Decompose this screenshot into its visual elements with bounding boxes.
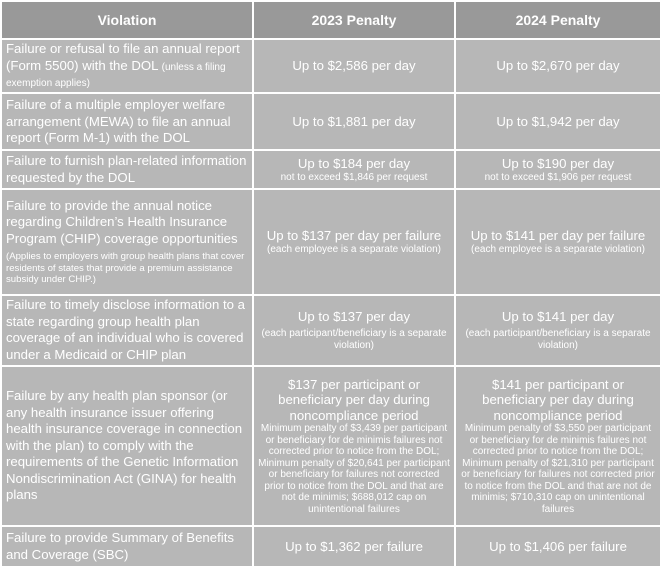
violation-cell [1,526,253,567]
penalty-2023-cell [253,189,455,295]
penalty-2023-text: Up to $137 per day per failure [266,227,442,243]
penalty-2023-cell [253,295,455,366]
penalty-2024-cell [455,526,660,567]
penalty-2023-text: Up to $1,362 per failure [285,538,423,554]
penalty-2023-text: $137 per participant or beneficiary per day during noncompliance period [278,376,430,423]
penalty-2024-note: Minimum penalty of $3,550 per participant or beneficiary for de minimis failures not corrected prior to notice from the DOL; Minimum penalty of $21,310 per participant or beneficiary for failures not corrected prior to notice from the DOL and that are not de minimis; $710,310 cap on unintentional failures [461,423,655,515]
violation-note: (unless a filing exemption applies) [6,61,226,90]
penalty-2023-text: Up to $2,586 per day [292,58,416,74]
penalty-2024-text: Up to $190 per day [501,155,615,171]
penalty-2024-cell [455,366,660,527]
violation-text: Failure to provide the annual notice regarding Children’s Health Insurance Program (CHIP) coverage opportunities [6,197,238,246]
violation-cell [1,93,253,150]
penalty-2024-cell [455,93,660,150]
penalty-2023-cell [253,366,455,527]
penalty-2023-text: Up to $184 per day [297,155,411,171]
violation-cell [1,39,253,93]
table-row [1,366,660,527]
penalty-2024-text: Up to $141 per day per failure [470,227,646,243]
penalty-2024-cell [455,295,660,366]
penalty-2023-text: Up to $137 per day [297,309,411,325]
penalty-2023-text: Up to $1,881 per day [292,113,416,129]
header-2024-penalty: 2024 Penalty [455,1,660,39]
penalty-2024-note: (each employee is a separate violation) [471,243,645,255]
table-row [1,526,660,567]
penalty-2023-note: (each employee is a separate violation) [267,243,441,255]
penalty-2023-cell [253,39,455,93]
penalty-2024-cell [455,189,660,295]
penalty-2024-text: Up to $1,942 per day [496,113,620,129]
table-row [1,150,660,189]
table-row [1,295,660,366]
penalty-2023-note: not to exceed $1,846 per request [280,171,428,183]
table-row [1,39,660,93]
violation-cell [1,150,253,189]
penalty-2023-note: (each participant/beneficiary is a separate violation) [261,328,447,351]
penalty-2023-cell [253,150,455,189]
violation-text: Failure to furnish plan-related information requested by the DOL [6,153,247,185]
penalty-2024-note: not to exceed $1,906 per request [484,171,632,183]
violation-text: Failure or refusal to file an annual report (Form 5500) with the DOL [6,41,240,73]
penalty-2024-cell [455,39,660,93]
violation-cell [1,189,253,295]
violation-text: Failure to timely disclose information to a state regarding group health plan coverage of an individual who is covered under a Medicaid or CHIP plan [6,297,245,362]
table-row [1,93,660,150]
violation-cell [1,295,253,366]
penalty-2024-text: Up to $2,670 per day [496,58,620,74]
violation-text: Failure of a multiple employer welfare arrangement (MEWA) to file an annual report (Form M-1) with the DOL [6,97,231,146]
header-violation: Violation [1,1,253,39]
penalty-2023-cell [253,526,455,567]
violation-text: Failure to provide Summary of Benefits and Coverage (SBC) [6,530,234,562]
penalty-2024-cell [455,150,660,189]
header-2023-penalty: 2023 Penalty [253,1,455,39]
penalty-2024-text: Up to $1,406 per failure [489,538,627,554]
penalty-2024-text: $141 per participant or beneficiary per day during noncompliance period [482,376,634,423]
table-row [1,189,660,295]
penalty-2024-note: (each participant/beneficiary is a separate violation) [465,328,651,351]
violation-cell [1,366,253,527]
penalty-2023-cell [253,93,455,150]
header-row [1,1,660,39]
penalty-2023-note: Minimum penalty of $3,439 per participant or beneficiary for de minimis failures not corrected prior to notice from the DOL; Minimum penalty of $20,641 per participant or beneficiary for failures not corrected prior to notice from the DOL and that are not de minimis; $688,012 cap on unintentional failures [258,423,450,515]
violation-note: (Applies to employers with group health plans that cover residents of states that provide a premium assistance subsidy under CHIP.) [6,251,245,286]
violation-text: Failure by any health plan sponsor (or any health insurance issuer offering health insurance coverage in connection with the plan) to comply with the requirements of the Genetic Information Nondiscrimination Act (GINA) for health plans [6,388,243,503]
penalty-2024-text: Up to $141 per day [501,309,615,325]
